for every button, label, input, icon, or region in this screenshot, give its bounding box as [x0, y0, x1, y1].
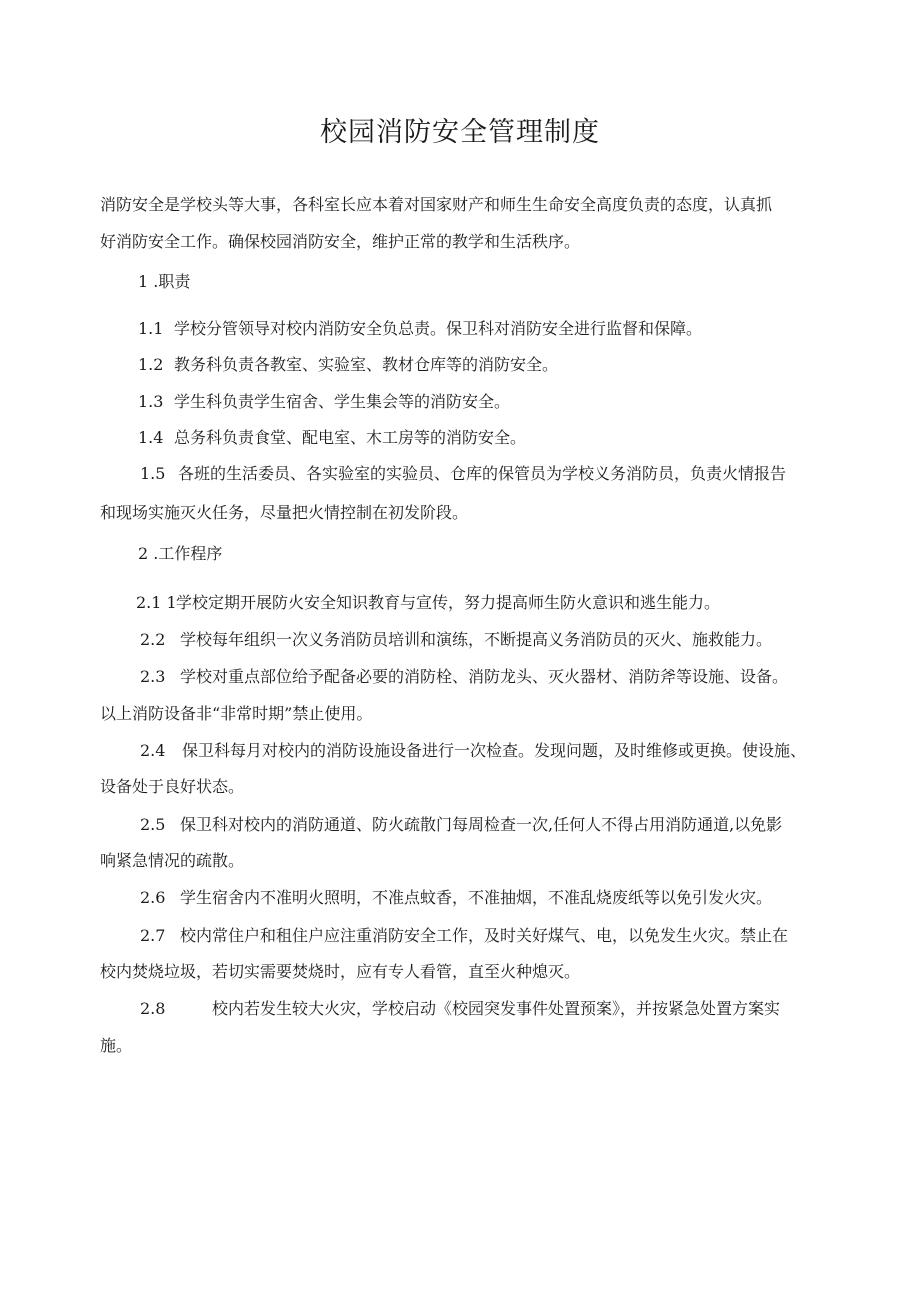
- list-item: [140, 887, 772, 909]
- item-number: 2.2: [140, 630, 166, 649]
- item-number: 1.3: [138, 392, 164, 411]
- item-text: 保卫科每月对校内的消防设施设备进行一次检查。发现问题，及时维修或更换。使设施、: [182, 741, 807, 760]
- item-text: 学校定期开展防火安全知识教育与宣传，努力提高师生防火意识和逃生能力。: [176, 593, 721, 612]
- section-1-title: .职责: [153, 272, 191, 291]
- item-number: 2.3: [140, 667, 166, 686]
- list-item: [138, 427, 526, 449]
- list-item: [138, 391, 510, 413]
- item-text: 总务科负责食堂、配电室、木工房等的消防安全。: [174, 428, 527, 447]
- section-2-title: .工作程序: [153, 544, 223, 563]
- list-item: [140, 463, 786, 485]
- list-item: [140, 629, 772, 651]
- section-1-number: 1: [138, 272, 149, 291]
- list-item: [140, 925, 788, 947]
- item-text: 校内若发生较大火灾，学校启动《校园突发事件处置预案》，并按紧急处置方案实: [212, 999, 781, 1018]
- item-number: 1.4: [138, 428, 164, 447]
- item-text: 各班的生活委员、各实验室的实验员、仓库的保管员为学校义务消防员，负责火情报告: [178, 464, 787, 483]
- list-item: [138, 354, 558, 376]
- item-number: 2.5: [140, 815, 166, 834]
- item-number: 2.6: [140, 888, 166, 907]
- list-item-continuation: 响紧急情况的疏散。: [100, 851, 245, 870]
- list-item-continuation: 和现场实施灭火任务，尽量把火情控制在初发阶段。: [100, 503, 469, 522]
- item-text: 学生宿舍内不准明火照明，不准点蚊香，不准抽烟，不准乱烧废纸等以免引发火灾。: [180, 888, 773, 907]
- list-item-continuation: 以上消防设备非“非常时期”禁止使用。: [100, 704, 373, 723]
- intro-line-2: 好消防安全工作。确保校园消防安全，维护正常的教学和生活秩序。: [100, 232, 581, 251]
- list-item-continuation: 校内焚烧垃圾，若切实需要焚烧时，应有专人看管，直至火种熄灭。: [100, 962, 581, 981]
- list-item: [138, 318, 702, 340]
- item-text: 保卫科对校内的消防通道、防火疏散门每周检查一次,任何人不得占用消防通道,以免影: [180, 815, 783, 834]
- item-number: 2.8: [140, 999, 166, 1018]
- document-title: 校园消防安全管理制度: [320, 117, 600, 148]
- item-number: 1.2: [138, 355, 164, 374]
- item-number: 2.7: [140, 926, 166, 945]
- item-number: 2.4: [140, 741, 166, 760]
- item-text: 教务科负责各教室、实验室、教材仓库等的消防安全。: [174, 355, 559, 374]
- item-number: 1.5: [140, 464, 166, 483]
- list-item: [140, 666, 788, 688]
- section-1-heading: [138, 271, 190, 293]
- section-2-number: 2: [138, 544, 149, 563]
- item-text: 学校分管领导对校内消防安全负总责。保卫科对消防安全进行监督和保障。: [174, 319, 703, 338]
- item-text: 学校对重点部位给予配备必要的消防栓、消防龙头、灭火器材、消防斧等设施、设备。: [180, 667, 789, 686]
- item-text: 学生科负责学生宿舍、学生集会等的消防安全。: [174, 392, 511, 411]
- item-number: 1.1: [138, 319, 164, 338]
- list-item: [136, 592, 720, 614]
- item-number: 2.1 1: [136, 593, 177, 612]
- section-2-heading: [138, 543, 222, 565]
- item-text: 校内常住户和租住户应注重消防安全工作，及时关好煤气、电，以免发生火灾。禁止在: [180, 926, 789, 945]
- list-item-continuation: 施。: [100, 1036, 133, 1055]
- list-item: [140, 814, 782, 836]
- list-item: [140, 740, 806, 762]
- item-text: 学校每年组织一次义务消防员培训和演练，不断提高义务消防员的灭火、施救能力。: [180, 630, 773, 649]
- list-item-continuation: 设备处于良好状态。: [100, 777, 245, 796]
- list-item: [140, 998, 780, 1020]
- intro-line-1: 消防安全是学校头等大事，各科室长应本着对国家财产和师生生命安全高度负责的态度，认真抓: [100, 195, 773, 214]
